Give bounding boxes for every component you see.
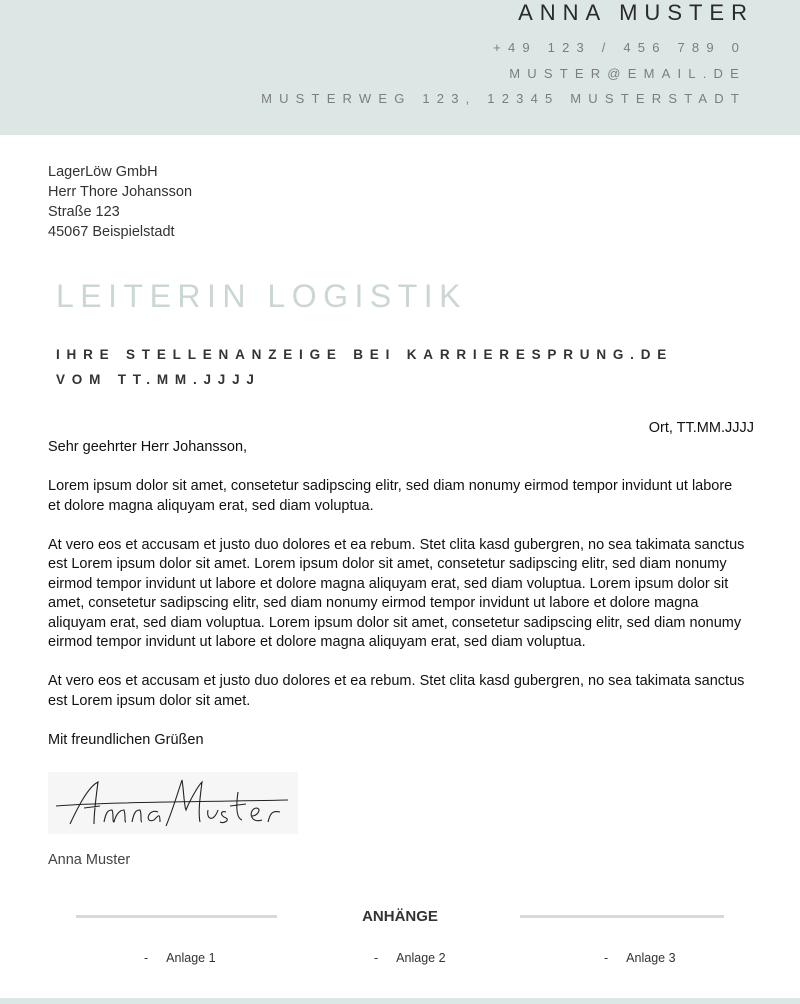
attachment-label: Anlage 2 [396,951,446,965]
attachment-label: Anlage 3 [626,951,676,965]
subject-line-1: IHRE STELLENANZEIGE BEI KARRIERESPRUNG.DE [56,347,674,362]
sender-name: ANNA MUSTER [518,0,754,25]
sender-email: MUSTER@EMAIL.DE [509,66,746,81]
recipient-company: LagerLöw GmbH [48,164,158,180]
letter-body [48,438,748,770]
attachments-heading: ANHÄNGE [362,908,438,925]
signature-image [48,772,298,834]
letter-date: Ort, TT.MM.JJJJ [648,420,754,436]
bullet-dash: - [144,951,149,965]
salutation: Sehr geehrter Herr Johansson, [48,439,248,455]
subject-line-2: VOM TT.MM.JJJJ [56,372,261,387]
letterhead [0,0,800,135]
closing: Mit freundlichen Grüßen [48,731,204,748]
attachment-item[interactable] [374,951,446,965]
recipient-person: Herr Thore Johansson [48,184,193,200]
attachment-label: Anlage 1 [166,951,216,965]
attachment-item[interactable] [604,951,676,965]
bullet-dash: - [604,951,609,965]
footer-band [0,998,800,1004]
paragraph: At vero eos et accusam et justo duo dolores et ea rebum. Stet clita kasd gubergren, no sea takimata sanctus est Lorem ipsum dolor sit amet. Lorem ipsum dolor sit amet, consetetur sadipscing elitr, sed diam nonumy eirmod tempor invidunt ut labore et dolore magna aliquyam erat, sed diam voluptua. Lorem ipsum dolor sit amet, consetetur sadipscing elitr, sed diam nonumy eirmod tempor invidunt ut labore et dolore magna aliquyam erat, sed diam voluptua. Lorem ipsum dolor sit amet, consetetur sadipscing elitr, sed diam nonumy eirmod tempor invidunt ut labore et dolore magna aliquyam erat, sed diam voluptua. [48,536,745,650]
sender-phone: +49 123 / 456 789 0 [493,40,746,55]
sender-address: MUSTERWEG 123, 12345 MUSTERSTADT [261,91,746,106]
divider-right [520,915,724,918]
position-title: LEITERIN LOGISTIK [56,278,468,314]
recipient-street: Straße 123 [48,204,120,220]
attachment-item[interactable] [144,951,216,965]
recipient-address [48,162,192,242]
paragraph: Lorem ipsum dolor sit amet, consetetur sadipscing elitr, sed diam nonumy eirmod tempor invidunt ut labore et dolore magna aliquyam erat, sed diam voluptua. [48,478,733,514]
bullet-dash: - [374,951,379,965]
recipient-city: 45067 Beispielstadt [48,224,175,240]
paragraph: At vero eos et accusam et justo duo dolores et ea rebum. Stet clita kasd gubergren, no sea takimata sanctus est Lorem ipsum dolor sit amet. [48,673,745,709]
signer-name: Anna Muster [48,852,131,868]
subject [56,342,673,392]
